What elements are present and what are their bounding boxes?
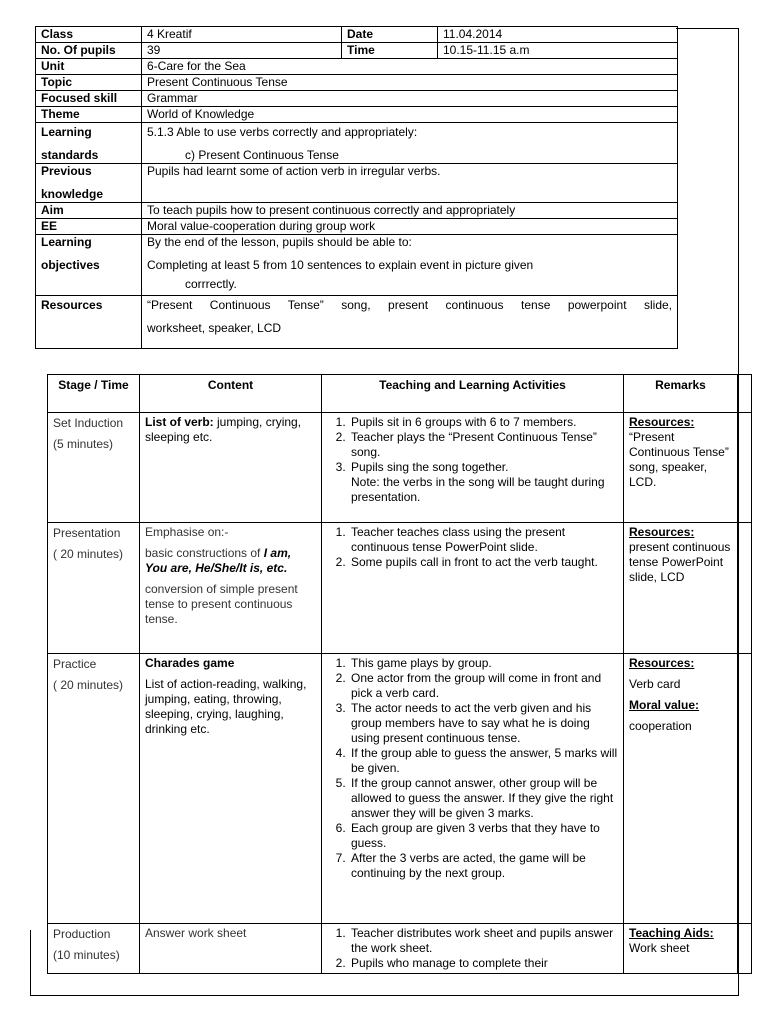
ls-value-line2: c) Present Continuous Tense — [185, 148, 339, 162]
skill-value: Grammar — [142, 91, 678, 107]
moral-value-text: cooperation — [629, 719, 692, 733]
theme-row — [36, 107, 678, 123]
basic-constructions-label: basic constructions of — [145, 546, 264, 560]
aim-label: Aim — [36, 203, 142, 219]
ls-value-line1: 5.1.3 Able to use verbs correctly and appropriately: — [147, 125, 418, 139]
unit-row — [36, 59, 678, 75]
list-item: 1. This game plays by group. — [349, 656, 618, 671]
list-item: 2. One actor from the group will come in front and pick a verb card. — [349, 671, 618, 701]
practice-time: ( 20 minutes) — [53, 678, 124, 692]
class-row — [36, 27, 678, 43]
pk-label-line2: knowledge — [41, 187, 104, 201]
content-header: Content — [140, 375, 322, 413]
moral-value-heading: Moral value: — [629, 698, 700, 712]
resources-line1: “Present Continuous Tense” song, present continuous tense powerpoint slide, — [147, 298, 672, 312]
topic-value: Present Continuous Tense — [142, 75, 678, 91]
aim-value: To teach pupils how to present continuous correctly and appropriately — [142, 203, 678, 219]
date-label: Date — [342, 27, 438, 43]
basic-constructions-text — [145, 546, 316, 576]
previous-knowledge-label — [36, 164, 142, 203]
lo-value-line2: Completing at least 5 from 10 sentences to explain event in picture given — [147, 258, 534, 272]
list-item: 3. The actor needs to act the verb given and his group members have to say what he is doing using present continuous tense. — [349, 701, 618, 746]
lo-label-line2: objectives — [41, 258, 100, 272]
presentation-stage-name: Presentation — [53, 526, 121, 540]
presentation-remarks-heading: Resources: — [629, 525, 695, 539]
conversion-text: conversion of simple present tense to present continuous tense. — [145, 582, 298, 626]
extra-column-cell — [738, 523, 752, 654]
page-frame-top — [676, 28, 738, 29]
lesson-header-row — [48, 375, 752, 413]
practice-stage — [48, 654, 140, 924]
production-stage-name: Production — [53, 927, 111, 941]
list-item: 5. If the group cannot answer, other group will be allowed to guess the answer. If they give the right answer they will be given 3 marks. — [349, 776, 618, 821]
set-induction-row — [48, 413, 752, 523]
set-induction-activity-list — [327, 415, 618, 475]
extra-column-cell — [738, 654, 752, 924]
charades-title: Charades game — [145, 656, 235, 670]
topic-label: Topic — [36, 75, 142, 91]
lo-label-line1: Learning — [41, 235, 92, 249]
stage-time-header: Stage / Time — [48, 375, 140, 413]
theme-value: World of Knowledge — [142, 107, 678, 123]
emphasise-label: Emphasise on:- — [145, 525, 229, 539]
practice-remarks-heading: Resources: — [629, 656, 695, 670]
extra-column-cell — [738, 924, 752, 974]
activities-header: Teaching and Learning Activities — [322, 375, 624, 413]
set-induction-time: (5 minutes) — [53, 437, 114, 451]
list-item: 2. Some pupils call in front to act the verb taught. — [349, 555, 618, 570]
pronoun-examples: I am, You are, He/She/It is, etc. — [145, 546, 292, 575]
practice-content — [140, 654, 322, 924]
list-item: 2. Pupils who manage to complete their — [349, 956, 618, 971]
pk-label-line1: Previous — [41, 164, 92, 178]
practice-activity-list — [327, 656, 618, 881]
presentation-activity-list — [327, 525, 618, 570]
unit-label: Unit — [36, 59, 142, 75]
list-item: 7. After the 3 verbs are acted, the game will be continuing by the next group. — [349, 851, 618, 881]
learning-standards-label — [36, 123, 142, 164]
learning-standards-row — [36, 123, 678, 164]
action-list-text: List of action-reading, walking, jumping, eating, throwing, sleeping, crying, laughing, drinking etc. — [145, 677, 307, 736]
learning-standards-value — [142, 123, 678, 164]
extra-column-header — [738, 375, 752, 413]
resources-value — [142, 296, 678, 349]
skill-label: Focused skill — [36, 91, 142, 107]
class-value: 4 Kreatif — [142, 27, 342, 43]
ee-label: EE — [36, 219, 142, 235]
ee-value: Moral value-cooperation during group work — [142, 219, 678, 235]
practice-remarks — [624, 654, 738, 924]
learning-objectives-label — [36, 235, 142, 296]
list-item: 4. If the group able to guess the answer, 5 marks will be given. — [349, 746, 618, 776]
pupils-label: No. Of pupils — [36, 43, 142, 59]
time-value: 10.15-11.15 a.m — [438, 43, 678, 59]
set-induction-remarks-text: “Present Continuous Tense” song, speaker, LCD. — [629, 430, 729, 489]
set-induction-remarks-heading: Resources: — [629, 415, 695, 429]
lesson-info-table — [35, 26, 678, 349]
resources-line2: worksheet, speaker, LCD — [147, 321, 282, 335]
remarks-header: Remarks — [624, 375, 738, 413]
presentation-time: ( 20 minutes) — [53, 547, 124, 561]
production-time: (10 minutes) — [53, 948, 120, 962]
production-activity-list — [327, 926, 618, 971]
extra-column-cell — [738, 413, 752, 523]
presentation-remarks — [624, 523, 738, 654]
practice-row — [48, 654, 752, 924]
production-activities — [322, 924, 624, 974]
learning-objectives-value — [142, 235, 678, 296]
set-induction-remarks — [624, 413, 738, 523]
production-remarks-heading: Teaching Aids: — [629, 926, 714, 940]
production-stage — [48, 924, 140, 974]
list-item: 1. Teacher teaches class using the present continuous tense PowerPoint slide. — [349, 525, 618, 555]
previous-knowledge-value: Pupils had learnt some of action verb in irregular verbs. — [142, 164, 678, 203]
verb-list-text: jumping, crying, sleeping etc. — [145, 415, 302, 444]
lesson-plan-table — [47, 374, 752, 974]
unit-value: 6-Care for the Sea — [142, 59, 678, 75]
lo-value-line1: By the end of the lesson, pupils should be able to: — [147, 235, 412, 249]
pupils-value: 39 — [142, 43, 342, 59]
resources-row — [36, 296, 678, 349]
production-row — [48, 924, 752, 974]
presentation-content — [140, 523, 322, 654]
practice-stage-name: Practice — [53, 657, 97, 671]
ls-label-line2: standards — [41, 148, 99, 162]
time-label: Time — [342, 43, 438, 59]
list-item: 1. Pupils sit in 6 groups with 6 to 7 members. — [349, 415, 618, 430]
production-remarks — [624, 924, 738, 974]
presentation-stage — [48, 523, 140, 654]
presentation-activities — [322, 523, 624, 654]
lo-value-line3: corrrectly. — [185, 277, 237, 291]
presentation-row — [48, 523, 752, 654]
practice-activities — [322, 654, 624, 924]
theme-label: Theme — [36, 107, 142, 123]
set-induction-content — [140, 413, 322, 523]
date-value: 11.04.2014 — [438, 27, 678, 43]
set-induction-note: Note: the verbs in the song will be taught during presentation. — [351, 475, 605, 504]
list-item: 1. Teacher distributes work sheet and pupils answer the work sheet. — [349, 926, 618, 956]
set-induction-stage — [48, 413, 140, 523]
set-induction-activities — [322, 413, 624, 523]
production-content: Answer work sheet — [140, 924, 322, 974]
learning-objectives-row — [36, 235, 678, 296]
set-induction-stage-name: Set Induction — [53, 416, 124, 430]
practice-remarks-text: Verb card — [629, 677, 681, 691]
pupils-row — [36, 43, 678, 59]
topic-row — [36, 75, 678, 91]
ee-row — [36, 219, 678, 235]
list-item: 3. Pupils sing the song together. — [349, 460, 618, 475]
page-frame-left — [30, 930, 31, 996]
aim-row — [36, 203, 678, 219]
page-frame-bottom — [30, 995, 739, 996]
ls-label-line1: Learning — [41, 125, 92, 139]
list-item: 6. Each group are given 3 verbs that they have to guess. — [349, 821, 618, 851]
class-label: Class — [36, 27, 142, 43]
previous-knowledge-row — [36, 164, 678, 203]
production-remarks-text: Work sheet — [629, 941, 690, 955]
list-item: 2. Teacher plays the “Present Continuous Tense” song. — [349, 430, 618, 460]
presentation-remarks-text: present continuous tense PowerPoint slide, LCD — [629, 540, 731, 584]
skill-row — [36, 91, 678, 107]
verb-list-label: List of verb: — [145, 415, 214, 429]
resources-label: Resources — [36, 296, 142, 349]
